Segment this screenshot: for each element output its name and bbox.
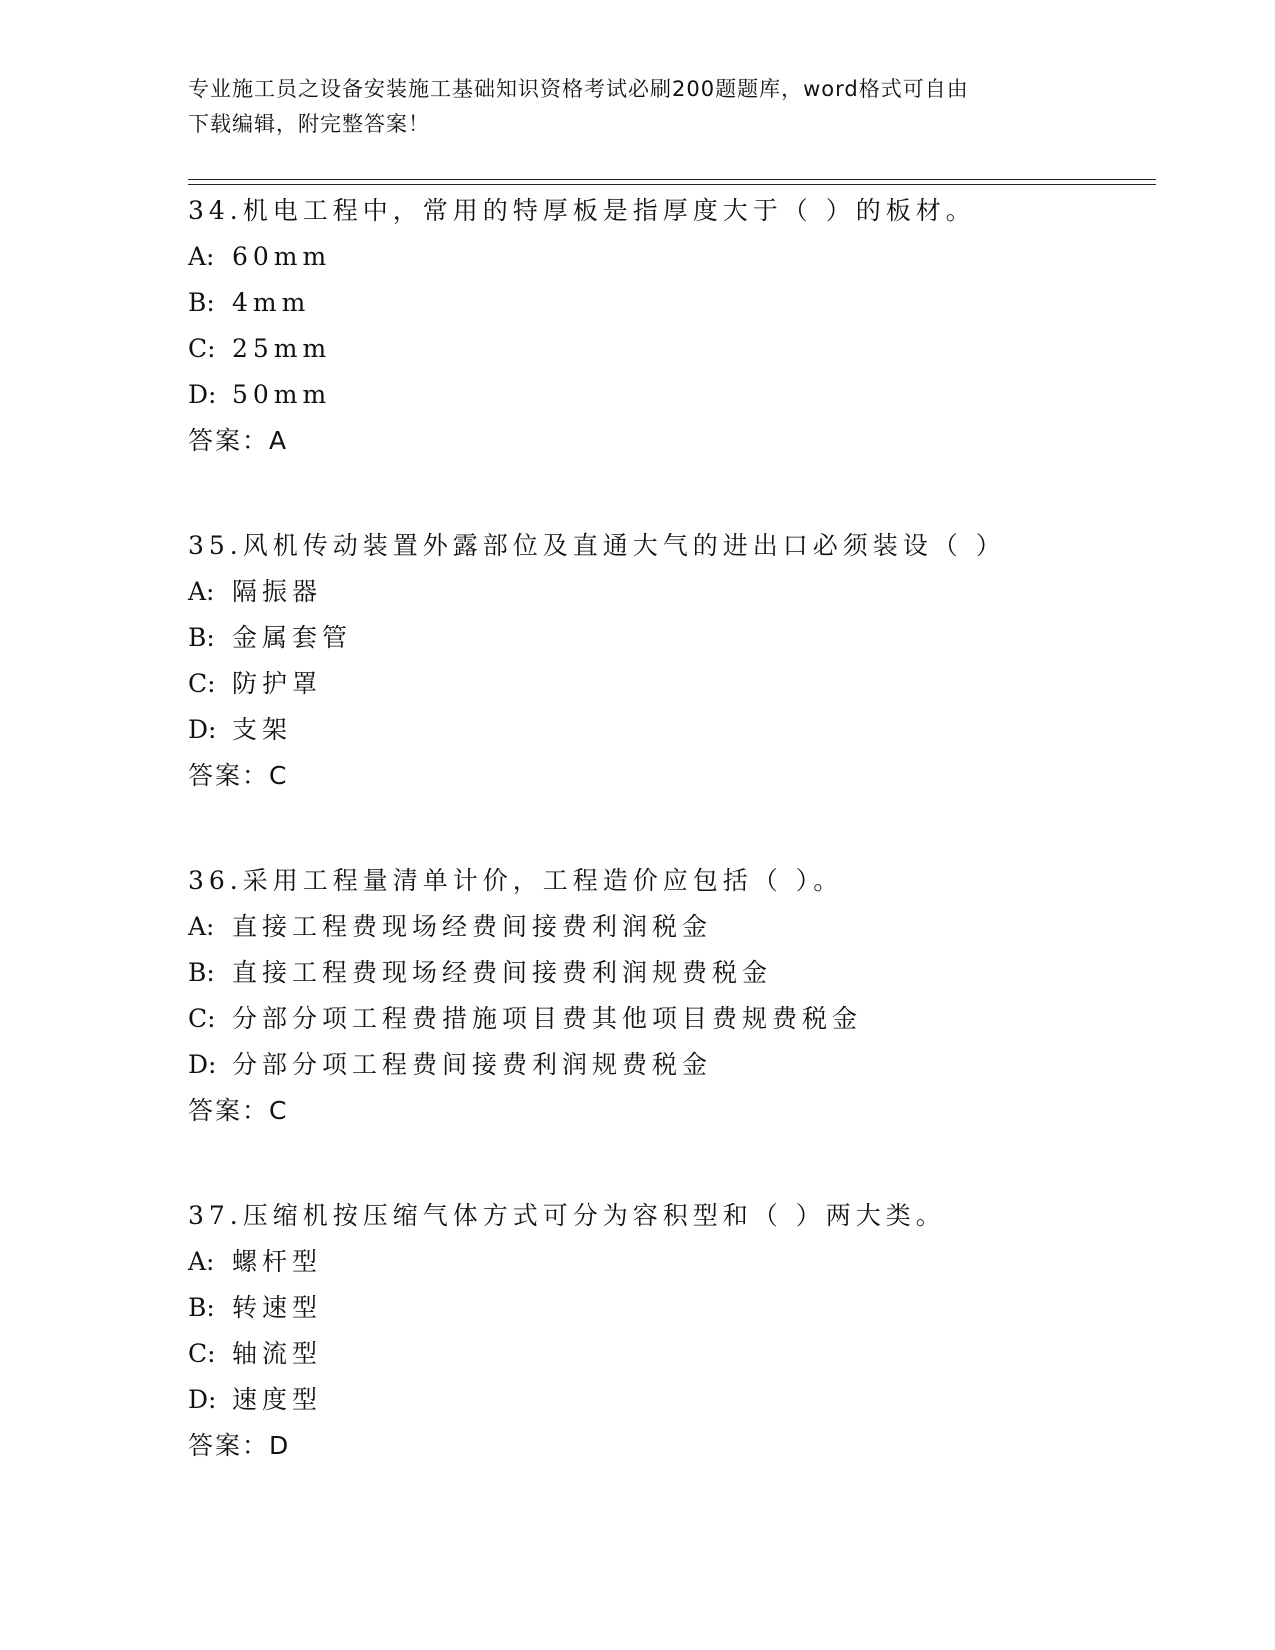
option-text: 分部分项工程费措施项目费其他项目费规费税金: [232, 1004, 863, 1033]
option-text: 25mm: [232, 334, 332, 363]
document-header: [188, 72, 1088, 142]
option-letter: A:: [188, 1247, 215, 1276]
question-35: [188, 523, 1156, 799]
header-divider-top: [188, 179, 1156, 180]
option-letter: B:: [188, 288, 215, 317]
question-stem: 35.风机传动装置外露部位及直通大气的进出口必须装设（ ）: [188, 531, 1006, 560]
option-c: [188, 1331, 1156, 1377]
option-letter: C:: [188, 1339, 216, 1368]
option-d: [188, 372, 1156, 418]
option-text: 隔振器: [232, 577, 323, 606]
option-text: 4mm: [232, 288, 311, 317]
option-c: [188, 996, 1156, 1042]
question-34: [188, 188, 1156, 464]
question-37: [188, 1193, 1156, 1469]
option-text: 分部分项工程费间接费利润规费税金: [232, 1050, 713, 1079]
question-stem: 34.机电工程中，常用的特厚板是指厚度大于（ ）的板材。: [188, 196, 976, 225]
option-text: 防护罩: [232, 669, 323, 698]
answer-line: 答案：A: [188, 426, 289, 455]
option-d: [188, 1042, 1156, 1088]
option-text: 直接工程费现场经费间接费利润税金: [232, 912, 713, 941]
option-letter: D:: [188, 715, 217, 744]
option-text: 支架: [232, 715, 293, 744]
option-letter: C:: [188, 669, 216, 698]
option-b: [188, 950, 1156, 996]
option-text: 金属套管: [232, 623, 353, 652]
header-divider-bottom: [188, 184, 1156, 185]
question-36: [188, 858, 1156, 1134]
option-letter: D:: [188, 1385, 217, 1414]
option-d: [188, 707, 1156, 753]
option-letter: B:: [188, 1293, 215, 1322]
option-d: [188, 1377, 1156, 1423]
option-text: 60mm: [232, 242, 332, 271]
option-text: 转速型: [232, 1293, 323, 1322]
option-text: 轴流型: [232, 1339, 323, 1368]
option-text: 螺杆型: [232, 1247, 323, 1276]
header-line-1: 专业施工员之设备安装施工基础知识资格考试必刷200题题库，word格式可自由: [188, 77, 969, 101]
header-line-2: 下载编辑，附完整答案！: [188, 112, 430, 136]
option-letter: A:: [188, 242, 215, 271]
option-a: [188, 234, 1156, 280]
option-a: [188, 904, 1156, 950]
option-text: 50mm: [232, 380, 332, 409]
option-a: [188, 569, 1156, 615]
answer-line: 答案：C: [188, 1096, 289, 1125]
question-list: [188, 188, 1156, 1528]
option-letter: C:: [188, 334, 216, 363]
option-b: [188, 615, 1156, 661]
option-letter: D:: [188, 380, 217, 409]
option-c: [188, 326, 1156, 372]
option-letter: A:: [188, 912, 215, 941]
option-letter: B:: [188, 958, 215, 987]
option-b: [188, 280, 1156, 326]
option-a: [188, 1239, 1156, 1285]
option-text: 直接工程费现场经费间接费利润规费税金: [232, 958, 773, 987]
option-letter: B:: [188, 623, 215, 652]
option-letter: C:: [188, 1004, 216, 1033]
question-stem: 37.压缩机按压缩气体方式可分为容积型和（ ）两大类。: [188, 1201, 946, 1230]
option-b: [188, 1285, 1156, 1331]
option-text: 速度型: [232, 1385, 323, 1414]
answer-line: 答案：D: [188, 1431, 291, 1460]
question-stem: 36.采用工程量清单计价，工程造价应包括（ ）。: [188, 866, 844, 895]
option-letter: A:: [188, 577, 215, 606]
answer-line: 答案：C: [188, 761, 289, 790]
option-letter: D:: [188, 1050, 217, 1079]
option-c: [188, 661, 1156, 707]
